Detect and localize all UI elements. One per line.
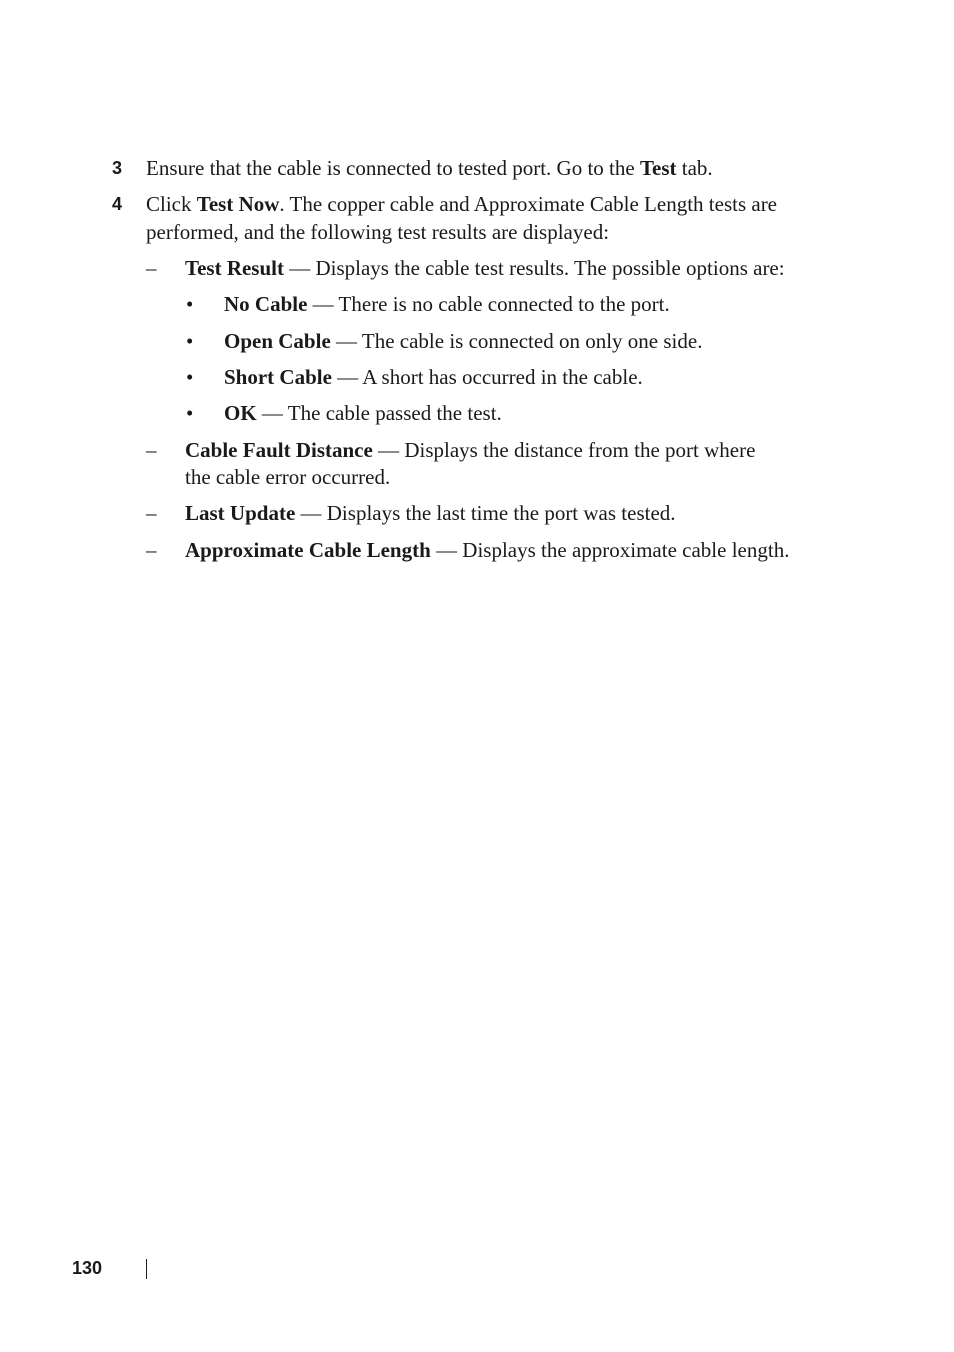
bullet-no-cable — [224, 290, 670, 318]
dash-item-approximate-cable-length — [185, 536, 789, 564]
step-4-line-1 — [146, 190, 777, 218]
dash-marker: – — [146, 538, 157, 562]
step-text: . The copper cable and Approximate Cable Length tests are — [279, 192, 778, 216]
bullet-marker: • — [186, 292, 194, 316]
bullet-text: — The cable is connected on only one side. — [330, 329, 703, 353]
step-3-line-1 — [146, 154, 713, 182]
step-text: Click — [146, 192, 197, 216]
dash-text: — Displays the last time the port was tested. — [295, 501, 676, 525]
page-number: 130 — [72, 1258, 103, 1278]
bullet-text: — The cable passed the test. — [256, 401, 502, 425]
footer-divider — [146, 1259, 147, 1279]
dash-text: the cable error occurred. — [185, 465, 391, 489]
step-number: 3 — [112, 158, 123, 178]
dash-marker: – — [146, 501, 157, 525]
dash-item-last-update — [185, 499, 676, 527]
term-test-result: Test Result — [185, 256, 284, 280]
term-last-update: Last Update — [185, 501, 296, 525]
step-4-line-2 — [146, 218, 609, 246]
bullet-text: — There is no cable connected to the port. — [307, 292, 670, 316]
bullet-marker: • — [186, 401, 194, 425]
ui-term-test: Test — [639, 156, 677, 180]
bullet-marker: • — [186, 329, 194, 353]
term-short-cable: Short Cable — [224, 365, 332, 389]
bullet-text: — A short has occurred in the cable. — [331, 365, 643, 389]
ui-term-test-now: Test Now — [196, 192, 280, 216]
term-open-cable: Open Cable — [224, 329, 331, 353]
term-ok: OK — [224, 401, 257, 425]
step-number: 4 — [112, 194, 123, 214]
dash-item-cable-fault-distance-line-2 — [185, 463, 390, 491]
dash-marker: – — [146, 438, 157, 462]
dash-item-cable-fault-distance — [185, 436, 755, 464]
step-text: tab. — [676, 156, 713, 180]
dash-text: — Displays the cable test results. The possible options are: — [283, 256, 785, 280]
dash-text: — Displays the distance from the port where — [372, 438, 756, 462]
term-no-cable: No Cable — [224, 292, 308, 316]
bullet-short-cable — [224, 363, 643, 391]
bullet-marker: • — [186, 365, 194, 389]
term-cable-fault-distance: Cable Fault Distance — [185, 438, 373, 462]
bullet-open-cable — [224, 327, 702, 355]
dash-item-test-result — [185, 254, 785, 282]
step-text: Ensure that the cable is connected to tested port. Go to the — [146, 156, 640, 180]
bullet-ok — [224, 399, 502, 427]
term-approximate-cable-length: Approximate Cable Length — [185, 538, 431, 562]
dash-marker: – — [146, 256, 157, 280]
dash-text: — Displays the approximate cable length. — [430, 538, 790, 562]
step-text: performed, and the following test results are displayed: — [146, 220, 610, 244]
